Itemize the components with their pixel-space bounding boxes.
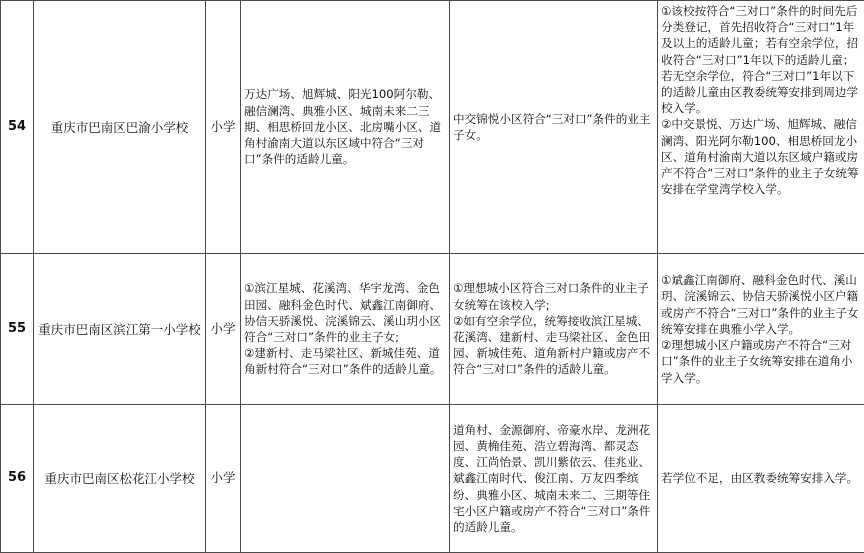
- row-number: 54: [1, 1, 34, 254]
- remarks-item: ①该校按符合“三对口”条件的时间先后分类登记，首先招收符合“三对口”1年及以上的适龄儿童；若有空余学位，招收符合“三对口”1年以下的适龄儿童；若无空余学位，符合“三对口”1年以下的适龄儿童由区教委统筹安排到周边学校入学。: [661, 3, 861, 116]
- school-level: 小学: [206, 1, 241, 254]
- remarks-item: ②理想城小区户籍或房产不符合“三对口”条件的业主子女统筹安排在道角小学入学。: [661, 337, 861, 386]
- remarks-item: ①斌鑫江南御府、融科金色时代、溪山玥、浣溪锦云、协信天骄溪悦小区户籍或房产不符合“三对口”条件的业主子女统筹安排在典雅小学入学。: [661, 272, 861, 337]
- row-number: 56: [1, 405, 34, 553]
- remarks: [658, 1, 864, 254]
- coordinated-area: 道角村、金源御府、帝豪水岸、龙洲花园、黄桷佳苑、浩立碧海湾、都灵态度、江尚怡景、凯川紫依云、佳兆业、斌鑫江南时代、俊江南、万友四季缤纷、典雅小区、城南未来二、三期等住宅小区户籍或房产不符合“三对口”条件的适龄儿童。: [450, 405, 658, 553]
- school-name: 重庆市巴南区松花江小学校: [34, 405, 206, 553]
- coordinated-area: [450, 254, 658, 405]
- coordinated-area-item: ①理想城小区符合三对口条件的业主子女统筹在该校入学;: [453, 280, 654, 312]
- enrollment-area: [241, 405, 450, 553]
- table-row: [1, 254, 864, 405]
- enrollment-area-item: ①滨江星城、花溪湾、华宇龙湾、金色田园、融科金色时代、斌鑫江南御府、协信天骄溪悦、浣溪锦云、溪山玥小区符合“三对口”条件的业主子女;: [244, 280, 446, 345]
- coordinated-area-item: ②如有空余学位，统筹接收滨江星城、花溪湾、建新村、走马梁社区、金色田园、新城佳苑、道角新村户籍或房产不符合“三对口”条件的适龄儿童。: [453, 313, 654, 378]
- enrollment-area-item: ②建新村、走马梁社区、新城佳苑、道角新村符合“三对口”条件的适龄儿童。: [244, 345, 446, 377]
- school-name: 重庆市巴南区巴渝小学校: [34, 1, 206, 254]
- remarks: 若学位不足，由区教委统筹安排入学。: [658, 405, 864, 553]
- remarks: [658, 254, 864, 405]
- table-row: [1, 405, 864, 553]
- school-level: 小学: [206, 405, 241, 553]
- remarks-item: ②中交景悦、万达广场、旭辉城、融信澜湾、阳光阿尔勒100、相思桥回龙小区、道角村渝南大道以东区域户籍或房产不符合“三对口”条件的业主子女统筹安排在学堂湾学校入学。: [661, 116, 861, 197]
- enrollment-area: 万达广场、旭辉城、阳光100阿尔勒、融信澜湾、典雅小区、城南未来二三期、相思桥回龙小区、北房嘴小区、道角村渝南大道以东区域中符合“三对口”条件的适龄儿童。: [241, 1, 450, 254]
- table-row: [1, 1, 864, 254]
- school-name: 重庆市巴南区滨江第一小学校: [34, 254, 206, 405]
- row-number: 55: [1, 254, 34, 405]
- coordinated-area: 中交锦悦小区符合“三对口”条件的业主子女。: [450, 1, 658, 254]
- school-level: 小学: [206, 254, 241, 405]
- enrollment-area: [241, 254, 450, 405]
